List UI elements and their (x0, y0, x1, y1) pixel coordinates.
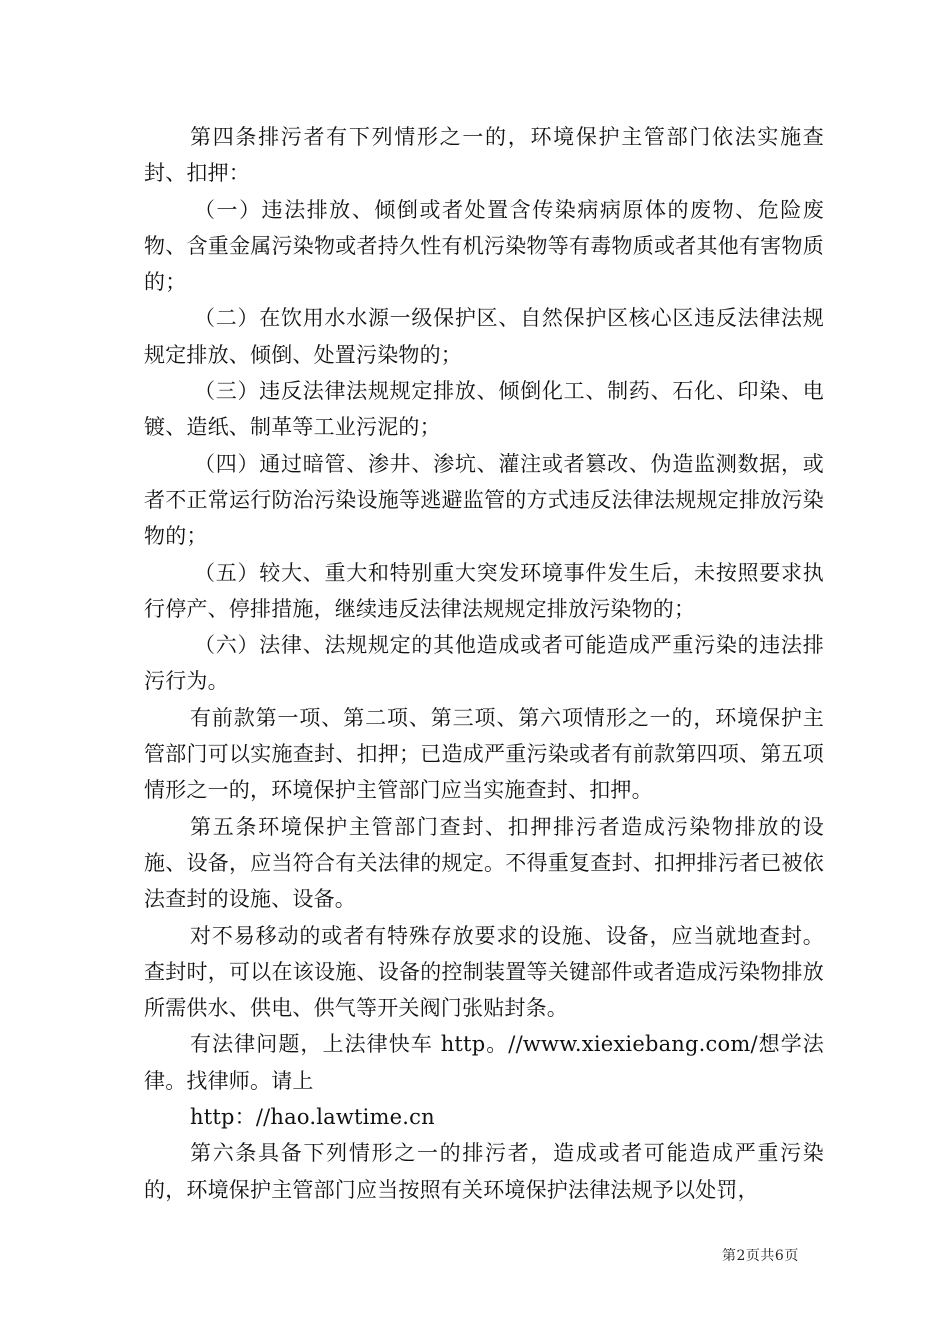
paragraph-article-6: 第六条具备下列情形之一的排污者，造成或者可能造成严重污染的，环境保护主管部门应当按照有关环境保护法律法规予以处罚， (144, 1141, 824, 1202)
paragraph-item-5: （五）较大、重大和特别重大突发环境事件发生后，未按照要求执行停产、停排措施，继续违反法律法规规定排放污染物的； (144, 560, 824, 621)
paragraph-item-4: （四）通过暗管、渗井、渗坑、灌注或者篡改、伪造监测数据，或者不正常运行防治污染设施等逃避监管的方式违反法律法规规定排放污染物的； (144, 451, 824, 549)
paragraph-ad: 有法律问题，上法律快车 http。//www.xiexiebang.com/想学法律。找律师。请上 (144, 1032, 824, 1093)
paragraph-item-3: （三）违反法律法规规定排放、倾倒化工、制药、石化、印染、电镀、造纸、制革等工业污泥的； (144, 379, 824, 440)
paragraph-article-5: 第五条环境保护主管部门查封、扣押排污者造成污染物排放的设施、设备，应当符合有关法律的规定。不得重复查封、扣押排污者已被依法查封的设施、设备。 (144, 814, 824, 912)
paragraph-article-4: 第四条排污者有下列情形之一的，环境保护主管部门依法实施查封、扣押： (144, 125, 824, 186)
paragraph-item-2: （二）在饮用水水源一级保护区、自然保护区核心区违反法律法规规定排放、倾倒、处置污染物的； (144, 306, 824, 367)
paragraph-item-1: （一）违法排放、倾倒或者处置含传染病病原体的废物、危险废物、含重金属污染物或者持久性有机污染物等有毒物质或者其他有害物质的； (144, 197, 824, 295)
paragraph-body-2: 对不易移动的或者有特殊存放要求的设施、设备，应当就地查封。查封时，可以在该设施、设备的控制装置等关键部件或者造成污染物排放所需供水、供电、供气等开关阀门张贴封条。 (144, 923, 824, 1021)
paragraph-body-1: 有前款第一项、第二项、第三项、第六项情形之一的，环境保护主管部门可以实施查封、扣押；已造成严重污染或者有前款第四项、第五项情形之一的，环境保护主管部门应当实施查封、扣押。 (144, 705, 824, 803)
paragraph-item-6: （六）法律、法规规定的其他造成或者可能造成严重污染的违法排污行为。 (144, 633, 824, 694)
paragraph-url: http：//hao.lawtime.cn (190, 1105, 435, 1130)
document-body (144, 119, 824, 1208)
page-number-footer: 第2页共6页 (722, 1248, 799, 1264)
